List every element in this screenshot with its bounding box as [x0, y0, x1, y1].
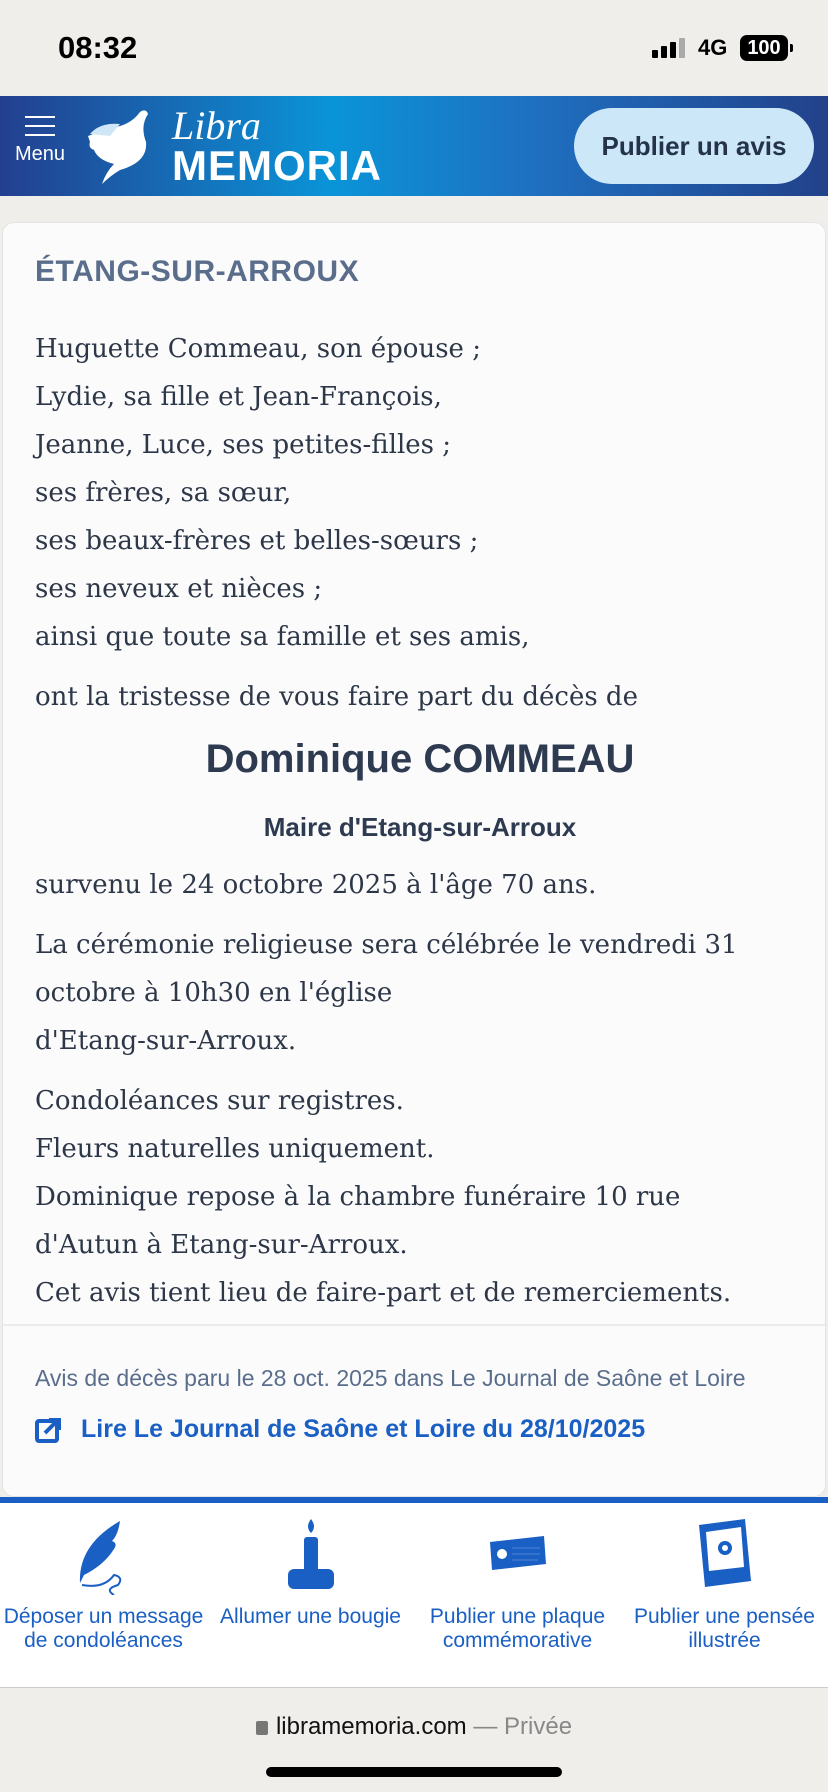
family-line: Huguette Commeau, son épouse ;: [35, 334, 481, 364]
deceased-name: Dominique COMMEAU: [205, 737, 635, 781]
status-time: 08:32: [58, 30, 138, 65]
site-header: [0, 96, 828, 196]
ceremony-line: d'Etang-sur-Arroux.: [35, 1026, 297, 1056]
obituary-card: [2, 222, 826, 1497]
menu-button[interactable]: [12, 116, 68, 166]
ceremony-info: [35, 921, 805, 1065]
action-condolences[interactable]: [0, 1503, 207, 1687]
family-line: Lydie, sa fille et Jean-François,: [35, 382, 442, 412]
family-line: ses neveux et nièces ;: [35, 574, 323, 604]
network-type: 4G: [698, 35, 728, 60]
announcement: ont la tristesse de vous faire part du décès de: [35, 682, 638, 712]
closing-line: Cet avis tient lieu de faire-part et de remerciements.: [35, 1278, 732, 1308]
menu-label: Menu: [14, 143, 66, 165]
action-label: Déposer un message de condoléances: [3, 1605, 204, 1652]
read-newspaper-link[interactable]: [35, 1415, 645, 1444]
divider: [3, 1324, 825, 1326]
family-line: ainsi que toute sa famille et ses amis,: [35, 622, 530, 652]
closing-line: d'Autun à Etang-sur-Arroux.: [35, 1230, 408, 1260]
action-label: Allumer une bougie: [220, 1605, 401, 1628]
closing-line: Dominique repose à la chambre funéraire 10 rue: [35, 1182, 681, 1212]
closing-info: [35, 1077, 805, 1317]
action-label: Publier une pensée illustrée: [634, 1605, 815, 1652]
read-newspaper-label: Lire Le Journal de Saône et Loire du 28/10/2025: [81, 1415, 646, 1443]
action-bar: [0, 1503, 828, 1688]
browser-bar: [0, 1689, 828, 1792]
closing-line: Fleurs naturelles uniquement.: [35, 1134, 435, 1164]
closing-line: Condoléances sur registres.: [35, 1086, 404, 1116]
photo-frame-icon: [697, 1515, 753, 1595]
home-indicator: [266, 1767, 562, 1777]
family-line: Jeanne, Luce, ses petites-filles ;: [35, 430, 452, 460]
publication-source: Avis de décès paru le 28 oct. 2025 dans Le Journal de Saône et Loire: [35, 1365, 746, 1391]
hamburger-icon: [12, 116, 68, 136]
city-heading: ÉTANG-SUR-ARROUX: [35, 255, 360, 288]
notice-body: [35, 325, 805, 1329]
family-list: [35, 325, 805, 661]
action-plaque[interactable]: [414, 1503, 621, 1687]
dove-logo-icon: [80, 106, 160, 186]
logo-libra: Libra: [172, 103, 261, 148]
deceased-title: Maire d'Etang-sur-Arroux: [263, 812, 577, 842]
private-mode-label: — Privée: [473, 1713, 573, 1740]
action-illustrated-thought[interactable]: [621, 1503, 828, 1687]
feather-icon: [74, 1515, 134, 1595]
url-text: libramemoria.com: [275, 1713, 467, 1740]
family-line: ses frères, sa sœur,: [35, 478, 292, 508]
lock-icon: [256, 1721, 268, 1735]
death-info: survenu le 24 octobre 2025 à l'âge 70 ans.: [35, 870, 597, 900]
action-candle[interactable]: [207, 1503, 414, 1687]
external-link-icon: [35, 1417, 61, 1443]
battery-icon: 100: [740, 35, 788, 61]
plaque-icon: [488, 1530, 548, 1580]
candle-icon: [286, 1515, 336, 1595]
logo-memoria: MEMORIA: [172, 142, 382, 189]
address-bar[interactable]: [0, 1713, 828, 1741]
ceremony-line: octobre à 10h30 en l'église: [35, 978, 393, 1008]
family-line: ses beaux-frères et belles-sœurs ;: [35, 526, 479, 556]
status-bar: [0, 0, 828, 96]
publish-notice-button[interactable]: Publier un avis: [574, 108, 814, 184]
ceremony-line: La cérémonie religieuse sera célébrée le vendredi 31: [35, 930, 738, 960]
action-label: Publier une plaque commémorative: [429, 1605, 606, 1652]
signal-icon: [652, 38, 685, 58]
